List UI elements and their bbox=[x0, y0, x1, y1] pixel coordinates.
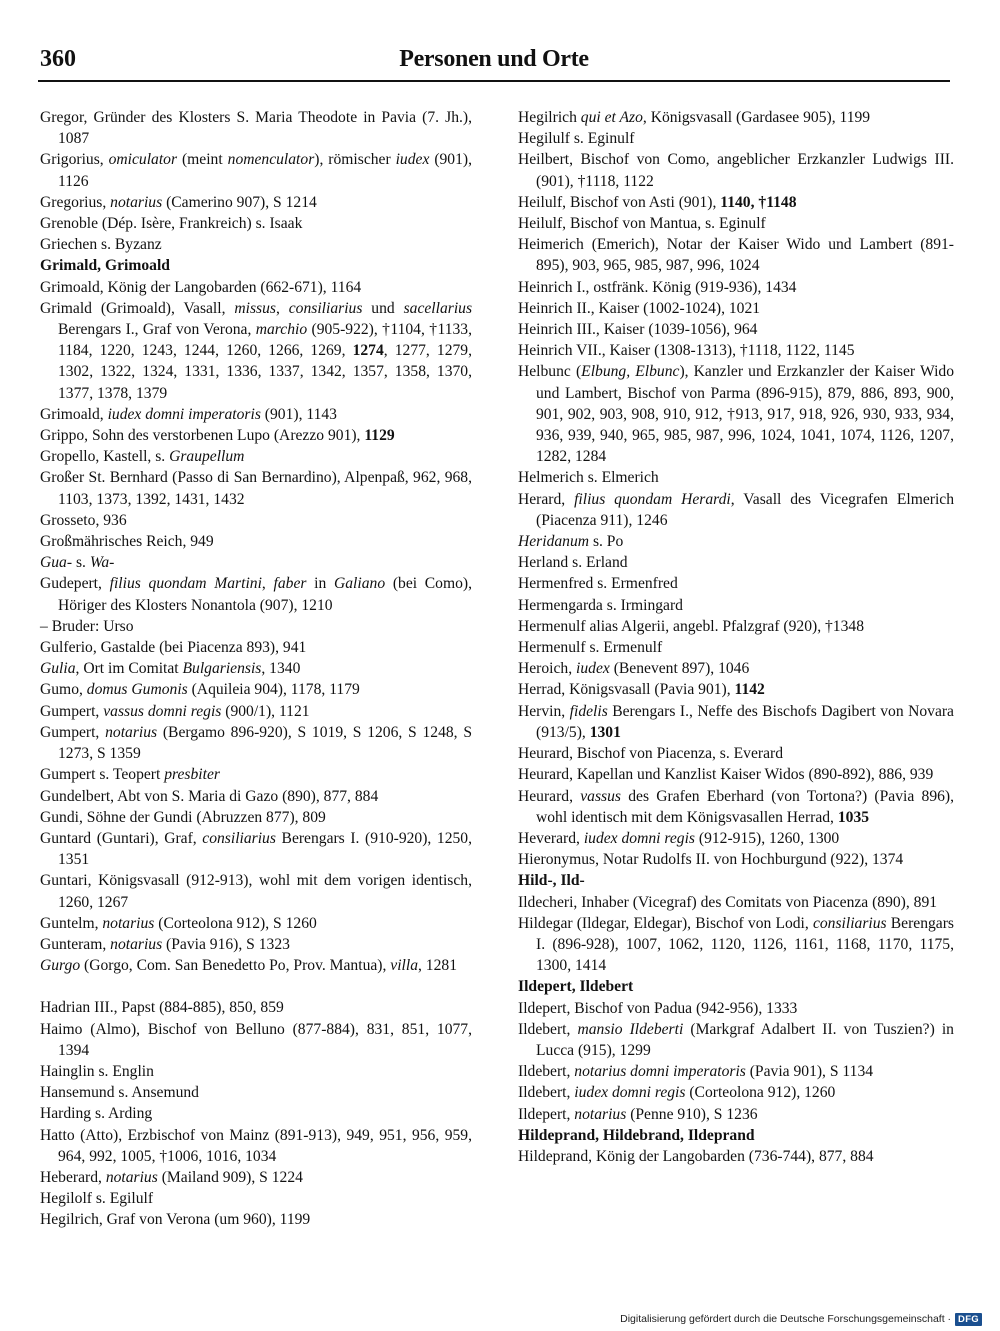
index-entry bbox=[518, 637, 954, 658]
entry-text: Herrad, Königsvasall (Pavia 901), bbox=[518, 681, 735, 699]
entry-text: , 1277, 1279, 1302, 1322, 1324, 1331, 1336, 1337, 1342, 1357, 1358, 1370, 1377, 1378, 1379 bbox=[58, 342, 472, 402]
entry-italic-text: iudex domni regis bbox=[574, 1084, 686, 1102]
entry-text: Heurard, Bischof von Piacenza, s. Everard bbox=[518, 745, 783, 763]
entry-text: Heinrich VII., Kaiser (1308-1313), †1118, 1122, 1145 bbox=[518, 342, 855, 360]
entry-text: (Benevent 897), 1046 bbox=[609, 660, 750, 678]
entry-bold-text: 1274 bbox=[352, 342, 384, 360]
entry-text: (Penne 910), S 1236 bbox=[626, 1105, 758, 1123]
entry-text: Hegilrich bbox=[518, 109, 581, 126]
entry-italic-text: vassus domni regis bbox=[103, 702, 222, 720]
entry-text: Heinrich II., Kaiser (1002-1024), 1021 bbox=[518, 299, 761, 317]
entry-text: ), Kanzler und Erzkanzler der Kaiser Wido und Lambert, Bischof von Parma (896-915), 879, 886, 893, 900, 901, 902, 903, 908, 910, 912, †913, 917, 918, 926, 930, 933, 934, 936, 939, 940, 965, 985, 987, 996, 1024, 1041, 1074, 1126, 1207, 1282, 1284 bbox=[536, 363, 955, 466]
entry-italic-text: presbiter bbox=[164, 766, 220, 784]
entry-text: Großer St. Bernhard (Passo di San Bernardino), Alpenpaß, 962, 968, 1103, 1373, 1392, 1431, 1432 bbox=[40, 469, 472, 508]
entry-text: Hermenulf alias Algerii, angebl. Pfalzgraf (920), †1348 bbox=[518, 617, 864, 635]
entry-text: Ildebert, bbox=[518, 1020, 578, 1038]
index-entry bbox=[40, 722, 472, 764]
entry-text: (Bergamo 896-920), S 1019, S 1206, S 1248, S 1273, S 1359 bbox=[58, 723, 472, 763]
entry-italic-text: marchio bbox=[255, 321, 308, 339]
entry-italic-text: Heridanum bbox=[518, 533, 590, 551]
entry-text: , Vasall des Vicegrafen Elmerich (Piacenza 911), 1246 bbox=[536, 490, 955, 529]
index-entry bbox=[40, 1019, 472, 1061]
index-entry bbox=[40, 913, 472, 934]
entry-text: (Pavia 901), S 1134 bbox=[745, 1063, 874, 1081]
entry-text: , bbox=[275, 299, 289, 317]
index-entry bbox=[518, 870, 954, 891]
index-entry bbox=[518, 616, 954, 637]
index-entry bbox=[40, 573, 472, 615]
entry-text: Heilulf, Bischof von Asti (901), bbox=[518, 193, 721, 211]
entry-italic-text: Elbung, Elbunc bbox=[581, 363, 680, 381]
entry-text: Heilulf, Bischof von Mantua, s. Eginulf bbox=[518, 215, 766, 233]
entry-italic-text: notarius bbox=[105, 1168, 158, 1186]
index-entry bbox=[518, 786, 954, 828]
index-entry bbox=[40, 764, 472, 785]
entry-text: (Mailand 909), S 1224 bbox=[157, 1168, 303, 1186]
index-entry bbox=[518, 743, 954, 764]
entry-text: Ildebert, bbox=[518, 1084, 575, 1102]
entry-text: (912-915), 1260, 1300 bbox=[694, 829, 840, 847]
index-entry bbox=[518, 149, 954, 191]
entry-bold-text: Ildepert, Ildebert bbox=[518, 978, 634, 996]
entry-text: Berengars I., Neffe des Bischofs Dagibert von Novara (913/5), bbox=[536, 702, 954, 741]
entry-text: Helmerich s. Elmerich bbox=[518, 469, 659, 487]
entry-bold-text: 1140, †1148 bbox=[720, 193, 797, 211]
index-column-left bbox=[40, 107, 472, 1231]
index-entry bbox=[40, 1188, 472, 1209]
entry-text: Ildepert, bbox=[518, 1105, 575, 1123]
entry-text: (Pavia 916), S 1323 bbox=[162, 935, 290, 953]
entry-text: Gudepert, bbox=[40, 575, 110, 593]
index-entry bbox=[40, 870, 472, 912]
entry-bold-text: 1142 bbox=[734, 681, 765, 699]
index-entry bbox=[40, 1125, 472, 1167]
entry-text: Hegilulf s. Eginulf bbox=[518, 130, 635, 148]
entry-italic-text: consiliarius bbox=[288, 299, 363, 317]
entry-italic-text: filius quondam Martini bbox=[109, 575, 262, 593]
entry-text: Gumo, bbox=[40, 681, 87, 699]
index-entry bbox=[518, 679, 954, 700]
index-entry bbox=[518, 1082, 954, 1103]
entry-text: (900/1), 1121 bbox=[221, 702, 310, 720]
entry-text: Grosseto, 936 bbox=[40, 511, 127, 529]
index-entry bbox=[518, 107, 954, 128]
entry-text: Grimoald, König der Langobarden (662-671), 1164 bbox=[40, 278, 362, 296]
entry-text: Heroich, bbox=[518, 660, 577, 678]
entry-text: Berengars I. (896-928), 1007, 1062, 1120, 1126, 1161, 1168, 1170, 1175, 1300, 1414 bbox=[536, 914, 954, 975]
index-entry bbox=[40, 637, 472, 658]
entry-text: Gumpert, bbox=[40, 702, 104, 720]
entry-text: Helbunc ( bbox=[518, 363, 582, 381]
entry-text: (905-922), †1104, †1133, 1184, 1220, 1243, 1244, 1260, 1266, 1269, bbox=[58, 321, 472, 360]
entry-italic-text: Bulgariensis bbox=[182, 660, 262, 678]
entry-text: Gundi, Söhne der Gundi (Abruzzen 877), 809 bbox=[40, 808, 326, 826]
index-entry bbox=[518, 1019, 954, 1061]
index-entry bbox=[40, 552, 472, 573]
index-entry bbox=[40, 192, 472, 213]
entry-text: Hermengarda s. Irmingard bbox=[518, 596, 683, 614]
index-entry bbox=[40, 786, 472, 807]
entry-text: Gulferio, Gastalde (bei Piacenza 893), 941 bbox=[40, 639, 307, 657]
index-entry bbox=[518, 489, 954, 531]
index-entry bbox=[40, 234, 472, 255]
entry-text: Heimerich (Emerich), Notar der Kaiser Wido und Lambert (891-895), 903, 965, 985, 987, 996, 1024 bbox=[518, 236, 954, 275]
entry-italic-text: faber bbox=[273, 575, 307, 593]
entry-italic-text: consiliarius bbox=[812, 914, 887, 932]
entry-text: Grigorius, bbox=[40, 151, 109, 169]
entry-text: Heilbert, Bischof von Como, angeblicher Erzkanzler Ludwigs III. (901), †1118, 1122 bbox=[518, 151, 954, 190]
index-entry bbox=[518, 1146, 954, 1167]
index-entry bbox=[518, 340, 954, 361]
index-entry bbox=[40, 467, 472, 509]
entry-italic-text: consiliarius bbox=[202, 829, 276, 847]
entry-italic-text: Galiano bbox=[334, 575, 386, 593]
index-entry bbox=[518, 213, 954, 234]
index-entry bbox=[40, 658, 472, 679]
entry-text: Hegilolf s. Egilulf bbox=[40, 1190, 154, 1208]
index-entry bbox=[40, 277, 472, 298]
index-entry bbox=[518, 467, 954, 488]
entry-text: Berengars I., Graf von Verona, bbox=[58, 321, 256, 339]
entry-text: Guntard (Guntari), Graf, bbox=[40, 829, 203, 847]
index-column-right bbox=[518, 107, 954, 1167]
entry-text: (Corteolona 912), 1260 bbox=[685, 1084, 836, 1102]
entry-bold-text: 1035 bbox=[837, 808, 870, 826]
entry-text: , bbox=[261, 575, 274, 593]
index-entry bbox=[518, 192, 954, 213]
entry-text: Hildeprand, König der Langobarden (736-744), 877, 884 bbox=[518, 1147, 874, 1165]
entry-text: Heurard, bbox=[518, 787, 581, 805]
entry-italic-text: Wa- bbox=[89, 554, 115, 572]
entry-text: , Ort im Comitat bbox=[75, 660, 183, 678]
index-entry bbox=[40, 1061, 472, 1082]
entry-italic-text: omiculator bbox=[108, 151, 178, 169]
entry-text: Hegilrich, Graf von Verona (um 960), 1199 bbox=[40, 1211, 311, 1229]
index-entry bbox=[40, 997, 472, 1018]
index-entry bbox=[518, 128, 954, 149]
index-entry bbox=[40, 955, 472, 976]
index-entry bbox=[40, 679, 472, 700]
entry-italic-text: notarius bbox=[574, 1105, 627, 1123]
index-entry bbox=[40, 616, 472, 637]
entry-text: (901), 1126 bbox=[58, 151, 472, 190]
index-entry bbox=[518, 531, 954, 552]
entry-text: Grippo, Sohn des verstorbenen Lupo (Arezzo 901), bbox=[40, 427, 365, 445]
index-entry bbox=[40, 298, 472, 404]
entry-text: Hansemund s. Ansemund bbox=[40, 1084, 199, 1102]
index-entry bbox=[40, 107, 472, 149]
entry-text: Hermenfred s. Ermenfred bbox=[518, 575, 678, 593]
entry-text: Ildecheri, Inhaber (Vicegraf) des Comitats von Piacenza (890), 891 bbox=[518, 893, 938, 911]
entry-italic-text: domus Gumonis bbox=[86, 681, 188, 699]
index-entry bbox=[40, 701, 472, 722]
page-title: Personen und Orte bbox=[399, 46, 589, 72]
entry-text: (meint bbox=[177, 151, 228, 169]
footer-credit bbox=[620, 1310, 982, 1328]
entry-italic-text: mansio Ildeberti bbox=[577, 1020, 684, 1038]
entry-text: Hainglin s. Englin bbox=[40, 1062, 154, 1080]
entry-italic-text: Graupellum bbox=[169, 448, 245, 466]
entry-text: , 1340 bbox=[261, 660, 301, 678]
entry-text: Grenoble (Dép. Isère, Frankreich) s. Isaak bbox=[40, 215, 303, 233]
entry-text: Herard, bbox=[518, 490, 575, 508]
index-entry bbox=[40, 425, 472, 446]
index-entry bbox=[518, 998, 954, 1019]
dfg-logo-icon: DFG bbox=[955, 1313, 982, 1326]
entry-text: s. Po bbox=[589, 533, 624, 551]
entry-text: Griechen s. Byzanz bbox=[40, 236, 162, 254]
index-entry bbox=[40, 1209, 472, 1230]
entry-italic-text: filius quondam Herardi bbox=[574, 490, 731, 508]
entry-text: – Bruder: Urso bbox=[40, 617, 134, 635]
index-entry bbox=[518, 849, 954, 870]
entry-text: (Camerino 907), S 1214 bbox=[162, 193, 317, 211]
entry-text: Großmährisches Reich, 949 bbox=[40, 533, 214, 551]
entry-text: (Gorgo, Com. San Benedetto Po, Prov. Mantua), bbox=[80, 957, 391, 975]
index-entry bbox=[518, 1104, 954, 1125]
index-entry bbox=[518, 298, 954, 319]
index-entry bbox=[518, 1061, 954, 1082]
entry-text: (Aquileia 904), 1178, 1179 bbox=[187, 681, 360, 699]
entry-text: Herland s. Erland bbox=[518, 554, 628, 572]
index-entry bbox=[518, 277, 954, 298]
entry-italic-text: notarius bbox=[105, 723, 158, 741]
footer-text: Digitalisierung gefördert durch die Deutsche Forschungsgemeinschaft · bbox=[620, 1313, 952, 1325]
entry-italic-text: Gurgo bbox=[40, 957, 81, 975]
index-entry bbox=[518, 1125, 954, 1146]
entry-text: Grimald (Grimoald), Vasall, bbox=[40, 299, 235, 317]
entry-italic-text: missus bbox=[234, 299, 276, 317]
index-entry bbox=[518, 319, 954, 340]
entry-text: Heberard, bbox=[40, 1168, 106, 1186]
entry-text: ), römischer bbox=[314, 151, 396, 169]
entry-text: Gregorius, bbox=[40, 193, 111, 211]
index-entry bbox=[518, 913, 954, 977]
index-entry bbox=[518, 892, 954, 913]
entry-text: Hadrian III., Papst (884-885), 850, 859 bbox=[40, 999, 284, 1017]
entry-text: (901), 1143 bbox=[260, 405, 337, 423]
entry-italic-text: vassus bbox=[580, 787, 621, 805]
index-entry bbox=[518, 552, 954, 573]
entry-italic-text: notarius domni imperatoris bbox=[574, 1063, 746, 1081]
index-entry bbox=[518, 976, 954, 997]
entry-text: Heinrich III., Kaiser (1039-1056), 964 bbox=[518, 321, 758, 339]
index-entry bbox=[518, 595, 954, 616]
index-entry bbox=[518, 764, 954, 785]
entry-bold-text: Grimald, Grimoald bbox=[40, 257, 170, 275]
entry-text: Hermenulf s. Ermenulf bbox=[518, 639, 663, 657]
entry-italic-text: sacellarius bbox=[403, 299, 473, 317]
entry-italic-text: fidelis bbox=[569, 702, 608, 720]
entry-text: Harding s. Arding bbox=[40, 1105, 153, 1123]
entry-text: Hatto (Atto), Erzbischof von Mainz (891-913), 949, 951, 956, 959, 964, 992, 1005, †1006, 1016, 1034 bbox=[40, 1126, 472, 1165]
index-entry bbox=[518, 658, 954, 679]
index-entry bbox=[40, 1167, 472, 1188]
entry-italic-text: nomenculator bbox=[227, 151, 315, 169]
entry-text: Hieronymus, Notar Rudolfs II. von Hochburgund (922), 1374 bbox=[518, 851, 904, 869]
index-entry bbox=[518, 828, 954, 849]
entry-text: , 1281 bbox=[418, 957, 457, 975]
entry-text: , Königsvasall (Gardasee 905), 1199 bbox=[642, 109, 871, 126]
entry-text: Gropello, Kastell, s. bbox=[40, 448, 170, 466]
index-entry bbox=[40, 255, 472, 276]
index-entry bbox=[518, 701, 954, 743]
index-entry bbox=[40, 1103, 472, 1124]
index-entry bbox=[40, 213, 472, 234]
page-header bbox=[38, 44, 950, 82]
index-entry bbox=[40, 807, 472, 828]
index-entry bbox=[40, 828, 472, 870]
entry-italic-text: iudex bbox=[395, 151, 430, 169]
entry-text: Guntelm, bbox=[40, 914, 103, 932]
entry-italic-text: notarius bbox=[110, 193, 163, 211]
index-entry bbox=[40, 446, 472, 467]
entry-text: (bei Como), Höriger des Klosters Nonantola (907), 1210 bbox=[58, 575, 472, 614]
entry-text: Gunteram, bbox=[40, 935, 111, 953]
entry-text: Grimoald, bbox=[40, 405, 108, 423]
index-entry bbox=[40, 404, 472, 425]
entry-italic-text: notarius bbox=[110, 935, 163, 953]
entry-text: Heurard, Kapellan und Kanzlist Kaiser Widos (890-892), 886, 939 bbox=[518, 766, 934, 784]
entry-text: Gregor, Gründer des Klosters S. Maria Theodote in Pavia (7. Jh.), 1087 bbox=[40, 109, 472, 148]
entry-text: (Corteolona 912), S 1260 bbox=[154, 914, 317, 932]
index-entry bbox=[518, 573, 954, 594]
entry-text: Hervin, bbox=[518, 702, 570, 720]
index-entry bbox=[40, 149, 472, 191]
entry-text: Gundelbert, Abt von S. Maria di Gazo (890), 877, 884 bbox=[40, 787, 379, 805]
entry-text: Guntari, Königsvasall (912-913), wohl mit dem vorigen identisch, 1260, 1267 bbox=[40, 872, 472, 911]
entry-text: Berengars I. (910-920), 1250, 1351 bbox=[58, 829, 472, 869]
index-entry bbox=[40, 1082, 472, 1103]
entry-text: (Markgraf Adalbert II. von Tuszien?) in Lucca (915), 1299 bbox=[536, 1020, 954, 1059]
index-entry bbox=[518, 361, 954, 467]
entry-italic-text: iudex domni regis bbox=[583, 829, 695, 847]
entry-text: Gumpert s. Teopert bbox=[40, 766, 165, 784]
index-entry bbox=[40, 531, 472, 552]
entry-text: Haimo (Almo), Bischof von Belluno (877-884), 831, 851, 1077, 1394 bbox=[40, 1020, 472, 1059]
entry-italic-text: iudex bbox=[576, 660, 610, 678]
entry-text: Hildegar (Ildegar, Eldegar), Bischof von Lodi, bbox=[518, 914, 813, 932]
index-entry bbox=[40, 510, 472, 531]
entry-bold-text: Hildeprand, Hildebrand, Ildeprand bbox=[518, 1126, 755, 1144]
entry-text: Ildebert, bbox=[518, 1063, 575, 1081]
entry-italic-text: notarius bbox=[102, 914, 155, 932]
entry-bold-text: Hild-, Ild- bbox=[518, 872, 585, 890]
entry-text: des Grafen Eberhard (von Tortona?) (Pavia 896), wohl identisch mit dem Königsvasallen Herrad, bbox=[536, 787, 955, 826]
entry-text: s. bbox=[72, 554, 90, 572]
entry-italic-text: villa bbox=[390, 957, 418, 975]
entry-italic-text: iudex domni imperatoris bbox=[107, 405, 261, 423]
entry-bold-text: 1129 bbox=[364, 427, 395, 445]
entry-bold-text: 1301 bbox=[589, 723, 621, 741]
entry-text: Ildepert, Bischof von Padua (942-956), 1333 bbox=[518, 999, 798, 1017]
index-entry bbox=[40, 934, 472, 955]
entry-text: Heinrich I., ostfränk. König (919-936), 1434 bbox=[518, 278, 797, 296]
entry-italic-text: qui et Azo bbox=[580, 109, 643, 126]
entry-text: und bbox=[362, 299, 404, 317]
entry-text: in bbox=[306, 575, 334, 593]
page-number: 360 bbox=[40, 46, 76, 72]
index-entry bbox=[518, 234, 954, 276]
entry-italic-text: Gua- bbox=[40, 554, 73, 572]
entry-text: Gumpert, bbox=[40, 723, 106, 741]
entry-italic-text: Gulia bbox=[40, 660, 76, 678]
entry-text: Heverard, bbox=[518, 829, 584, 847]
